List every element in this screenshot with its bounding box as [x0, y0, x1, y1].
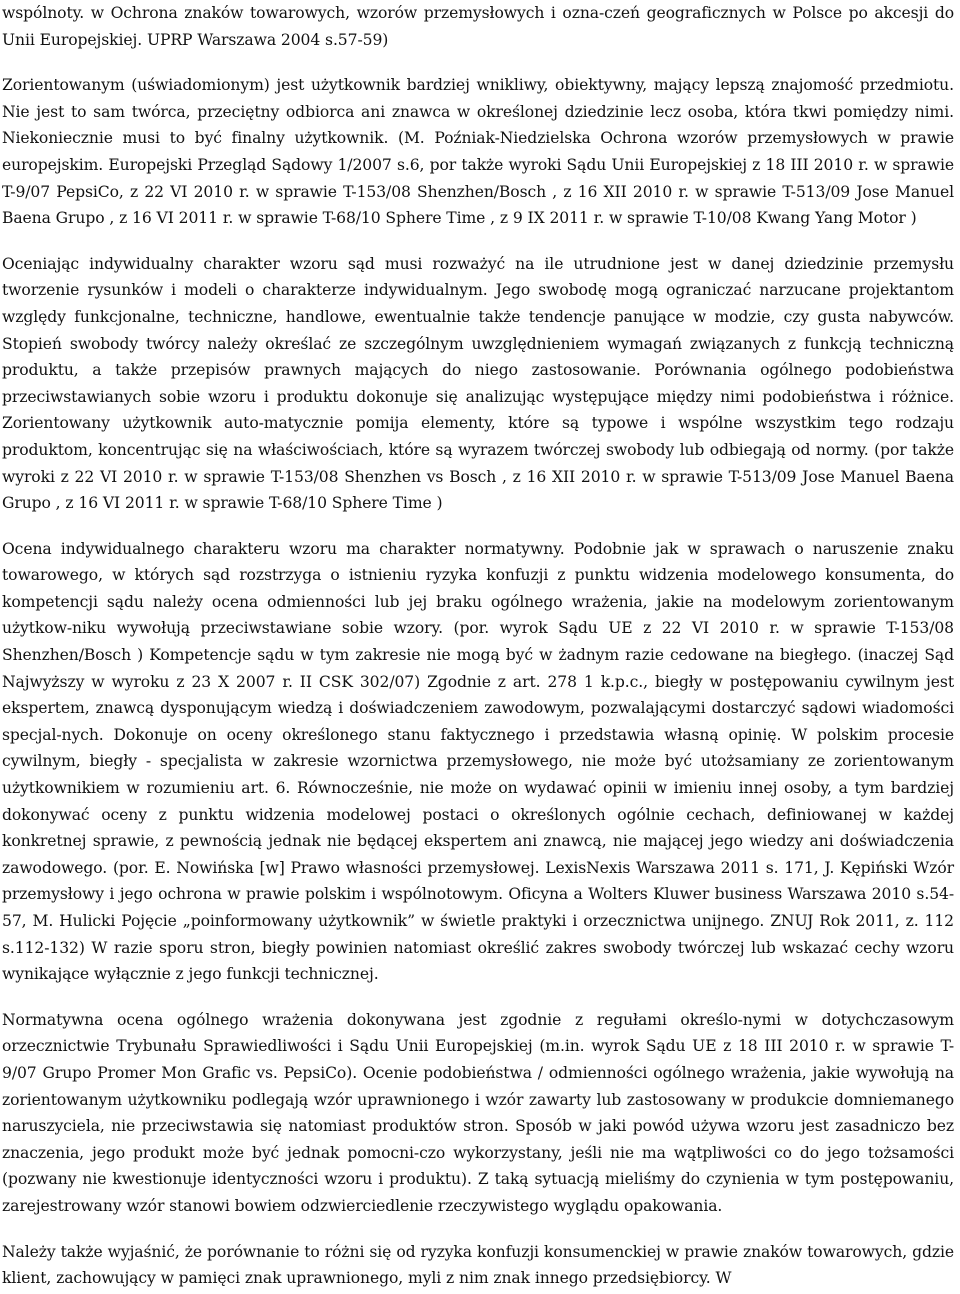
paragraph-citation-end: wspólnoty. w Ochrona znaków towarowych, wzorów przemysłowych i ozna-czeń geograficznych w Polsce po akcesji do Unii Europejskiej. UPRP Warszawa 2004 s.57-59) — [2, 4, 954, 49]
paragraph-gap — [2, 1220, 954, 1239]
paragraph-confusion-risk: Należy także wyjaśnić, że porównanie to różni się od ryzyka konfuzji konsumenckiej w prawie znaków towarowych, gdzie klient, zachowujący w pamięci znak uprawnionego, myli z nim znak innego przedsiębiorcy. W — [2, 1242, 954, 1288]
paragraph-overall-impression: Normatywna ocena ogólnego wrażenia dokonywana jest zgodnie z regułami określo-nymi w dotychczasowym orzecznictwie Trybunału Sprawiedliwości i Sądu Unii Europejskiej (m.in. wyrok Sądu UE z 18 III 2010 r. w sprawie T-9/07 Grupo Promer Mon Grafic vs. PepsiCo). Ocenie podobieństwa / odmienności ogólnego wrażenia, jakie wywołują na zorientowanym użytkowniku podlegają wzór uprawnionego i wzór zawarty lub zastosowany w produkcie domniemanego naruszyciela, nie przeciwstawia się natomiast produktów stron. Sposób w jaki powód używa wzoru jest zasadniczo bez znaczenia, jego produkt może być jednak pomocni-czo wykorzystany, jeśli nie ma wątpliwości co do jego tożsamości (pozwany nie kwestionuje identyczności wzoru i produktu). Z taką sytuacją mieliśmy do czynienia w tym postępowaniu, zarejestrowany wzór stanowi bowiem odzwierciedlenie rzeczywistego wyglądu opakowania. — [2, 1010, 954, 1215]
paragraph-gap — [2, 517, 954, 536]
paragraph-gap — [2, 988, 954, 1007]
paragraph-normative-assessment: Ocena indywidualnego charakteru wzoru ma charakter normatywny. Podobnie jak w sprawach o naruszenie znaku towarowego, w których sąd rozstrzyga o istnieniu ryzyka konfuzji z punktu widzenia modelowego konsumenta, do kompetencji sądu należy ocena odmienności lub jej braku ogólnego wrażenia, jakie na modelowym zorientowanym użytkow-niku wywołują przeciwstawiane sobie wzory. (por. wyrok Sądu UE z 22 VI 2010 r. w sprawie T-153/08 Shenzhen/Bosch ) Kompetencje sądu w tym zakresie nie mogą być w żadnym razie cedowane na biegłego. (inaczej Sąd Najwyższy w wyroku z 23 X 2007 r. II CSK 302/07) Zgodnie z art. 278 1 k.p.c., biegły w postępowaniu cywilnym jest ekspertem, znawcą dysponującym wiedzą i doświadczeniem zawodowym, pozwalającymi dostarczyć sądowi wiadomości specjal-nych. Dokonuje on oceny określonego stanu faktycznego i przedstawia własną opinię. W polskim procesie cywilnym, biegły - specjalista w zakresie wzornictwa przemysłowego, nie może być utożsamiany ze zorientowanym użytkownikiem w rozumieniu art. 6. Równocześnie, nie może on wydawać opinii w imieniu innej osoby, a tym bardziej dokonywać oceny z punktu widzenia modelowej postaci o określonych ogólnie cechach, definiowanej w każdej konkretnej sprawie, z pewnością jednak nie będącej ekspertem ani znawcą, nie mającej jego wiedzy ani doświadczenia zawodowego. (por. E. Nowińska [w] Prawo własności przemysłowej. LexisNexis Warszawa 2011 s. 171, J. Kępiński Wzór przemysłowy i jego ochrona w prawie polskim i wspólnotowym. Oficyna a Wolters Kluwer business Warszawa 2010 s.54-57, M. Hulicki Pojęcie „poinformowany użytkownik” w świetle praktyki i orzecznictwa unijnego. ZNUJ Rok 2011, z. 112 s.112-132) W razie sporu stron, biegły powinien natomiast określić zakres swobody twórczej lub wskazać cechy wzoru wynikające wyłącznie z jego funkcji technicznej. — [2, 539, 954, 984]
paragraph-informed-user: Zorientowanym (uświadomionym) jest użytkownik bardziej wnikliwy, obiektywny, mający lepszą znajomość przedmiotu. Nie jest to sam twórca, przeciętny odbiorca ani znawca w określonej dziedzinie lecz osoba, która tkwi pomiędzy nimi. Niekoniecznie musi to być finalny użytkownik. (M. Poźniak-Niedzielska Ochrona wzorów przemysłowych w prawie europejskim. Europejski Przegląd Sądowy 1/2007 s.6, por także wyroki Sądu Unii Europejskiej z 18 III 2010 r. w sprawie T-9/07 PepsiCo, z 22 VI 2010 r. w sprawie T-153/08 Shenzhen/Bosch , z 16 XII 2010 r. w sprawie T-513/09 Jose Manuel Baena Grupo , z 16 VI 2011 r. w sprawie T-68/10 Sphere Time , z 9 IX 2011 r. w sprawie T-10/08 Kwang Yang Motor ) — [2, 76, 954, 228]
paragraph-gap — [2, 53, 954, 72]
paragraph-gap — [2, 232, 954, 251]
paragraph-individual-character: Oceniając indywidualny charakter wzoru sąd musi rozważyć na ile utrudnione jest w danej dziedzinie przemysłu tworzenie rysunków i modeli o charakterze indywidualnym. Jego swobodę mogą ograniczać narzucane projektantom względy funkcjonalne, techniczne, handlowe, ewentualnie także tendencje panujące w modzie, czy gusta nabywców. Stopień swobody twórcy należy określać ze szczególnym uwzględnieniem wymagań związanych z funkcją techniczną produktu, a także przepisów prawnych mających do niego zastosowanie. Porównania ogólnego podobieństwa przeciwstawianych sobie wzoru i produktu dokonuje się analizując występujące między nimi podobieństwa i różnice. Zorientowany użytkownik auto-matycznie pomija elementy, które są typowe i wspólne wszystkim tego rodzaju produktom, koncentrując się na właściwościach, które są wyrazem twórczej swobody lub odbiegają od normy. (por także wyroki z 22 VI 2010 r. w sprawie T-153/08 Shenzhen vs Bosch , z 16 XII 2010 r. w sprawie T-513/09 Jose Manuel Baena Grupo , z 16 VI 2011 r. w sprawie T-68/10 Sphere Time ) — [2, 254, 954, 513]
